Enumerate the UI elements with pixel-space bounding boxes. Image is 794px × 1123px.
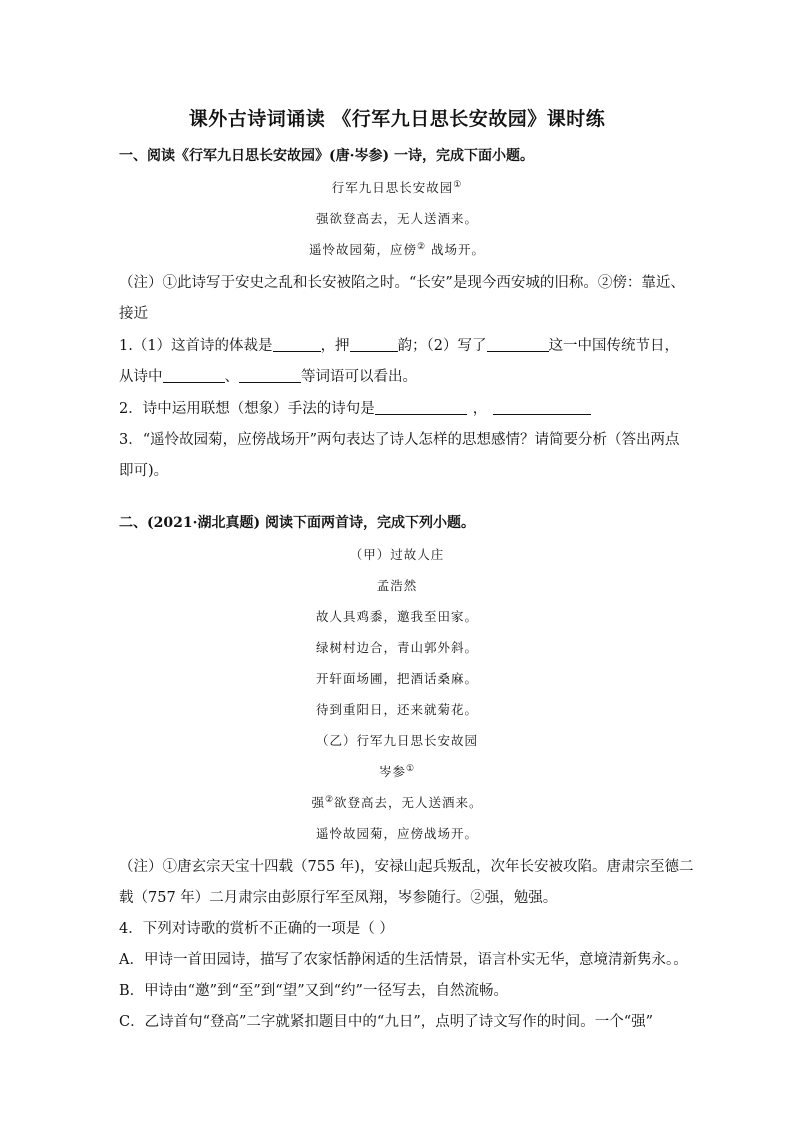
answer-blank[interactable]	[375, 400, 467, 415]
section1-note-line-1: （注）①此诗写于安史之乱和长安被陷之时。“长安”是现今西安城的旧称。②傍：靠近、	[119, 275, 685, 291]
section1-note-line-2: 接近	[119, 306, 148, 322]
question-4: 4．下列对诗歌的赏析不正确的一项是（ ）	[119, 921, 394, 937]
section1-heading: 一、阅读《行军九日思长安故园》(唐·岑参) 一诗，完成下面小题。	[119, 148, 534, 164]
question-1-line-2: 从诗中 、 等词语可以看出。	[119, 369, 417, 385]
answer-blank[interactable]	[163, 368, 225, 383]
section2-note-line-1: （注）①唐玄宗天宝十四载（755 年)，安禄山起兵叛乱，次年长安被攻陷。唐肃宗至德二	[119, 859, 694, 875]
answer-blank[interactable]	[273, 337, 321, 352]
section2-note-line-2: 载（757 年）二月肃宗由彭原行军至凤翔，岑参随行。②强，勉强。	[119, 890, 558, 906]
poem-b-author: 岑参①	[378, 763, 416, 779]
poem1-line-2: 遥怜故园菊，应傍② 战场开。	[308, 241, 486, 257]
answer-blank[interactable]	[487, 337, 549, 352]
question-3-line-2: 即可)。	[119, 463, 169, 479]
poem-a-title: （甲）过故人庄	[349, 547, 445, 562]
poem1-title: 行军九日思长安故园①	[331, 179, 463, 195]
poem-a-line: 绿树村边合，青山郭外斜。	[315, 640, 478, 655]
option-b: B．甲诗由“邀”到“至”到“望”又到“约”一径写去，自然流畅。	[119, 983, 508, 999]
poem-a-author: 孟浩然	[376, 578, 418, 593]
poem-b-line-1: 强②欲登高去，无人送酒来。	[311, 794, 483, 810]
option-c: C．乙诗首句“登高”二字就紧扣题目中的“九日”，点明了诗文写作的时间。一个“强”	[119, 1014, 654, 1030]
poem-a-line: 待到重阳日，还来就菊花。	[315, 702, 478, 717]
poem1-line-1: 强欲登高去，无人送酒来。	[315, 211, 478, 226]
section2-heading: 二、(2021·湖北真题) 阅读下面两首诗，完成下列小题。	[119, 515, 475, 531]
answer-blank[interactable]	[493, 400, 591, 415]
answer-blank[interactable]	[350, 337, 398, 352]
option-a: A．甲诗一首田园诗，描写了农家恬静闲适的生活情景，语言朴实无华，意境清新隽永。。	[119, 952, 688, 968]
poem-b-line-2: 遥怜故园菊，应傍战场开。	[315, 826, 478, 841]
poem-a-line: 故人具鸡黍，邀我至田家。	[315, 609, 478, 624]
page-title: 课外古诗词诵读 《行军九日思长安故园》课时练	[188, 108, 606, 130]
question-1-line-1: 1.（1）这首诗的体裁是 ，押 韵；（2）写了 这一中国传统节日，	[119, 338, 680, 354]
poem-a-line: 开轩面场圃，把酒话桑麻。	[315, 671, 478, 686]
question-3-line-1: 3．“遥怜故园菊，应傍战场开”两句表达了诗人怎样的思想感情？请简要分析（答出两点	[119, 432, 680, 448]
poem-b-title: （乙）行军九日思长安故园	[315, 733, 478, 748]
question-2: 2．诗中运用联想（想象）手法的诗句是 ，	[119, 397, 591, 418]
answer-blank[interactable]	[239, 368, 301, 383]
